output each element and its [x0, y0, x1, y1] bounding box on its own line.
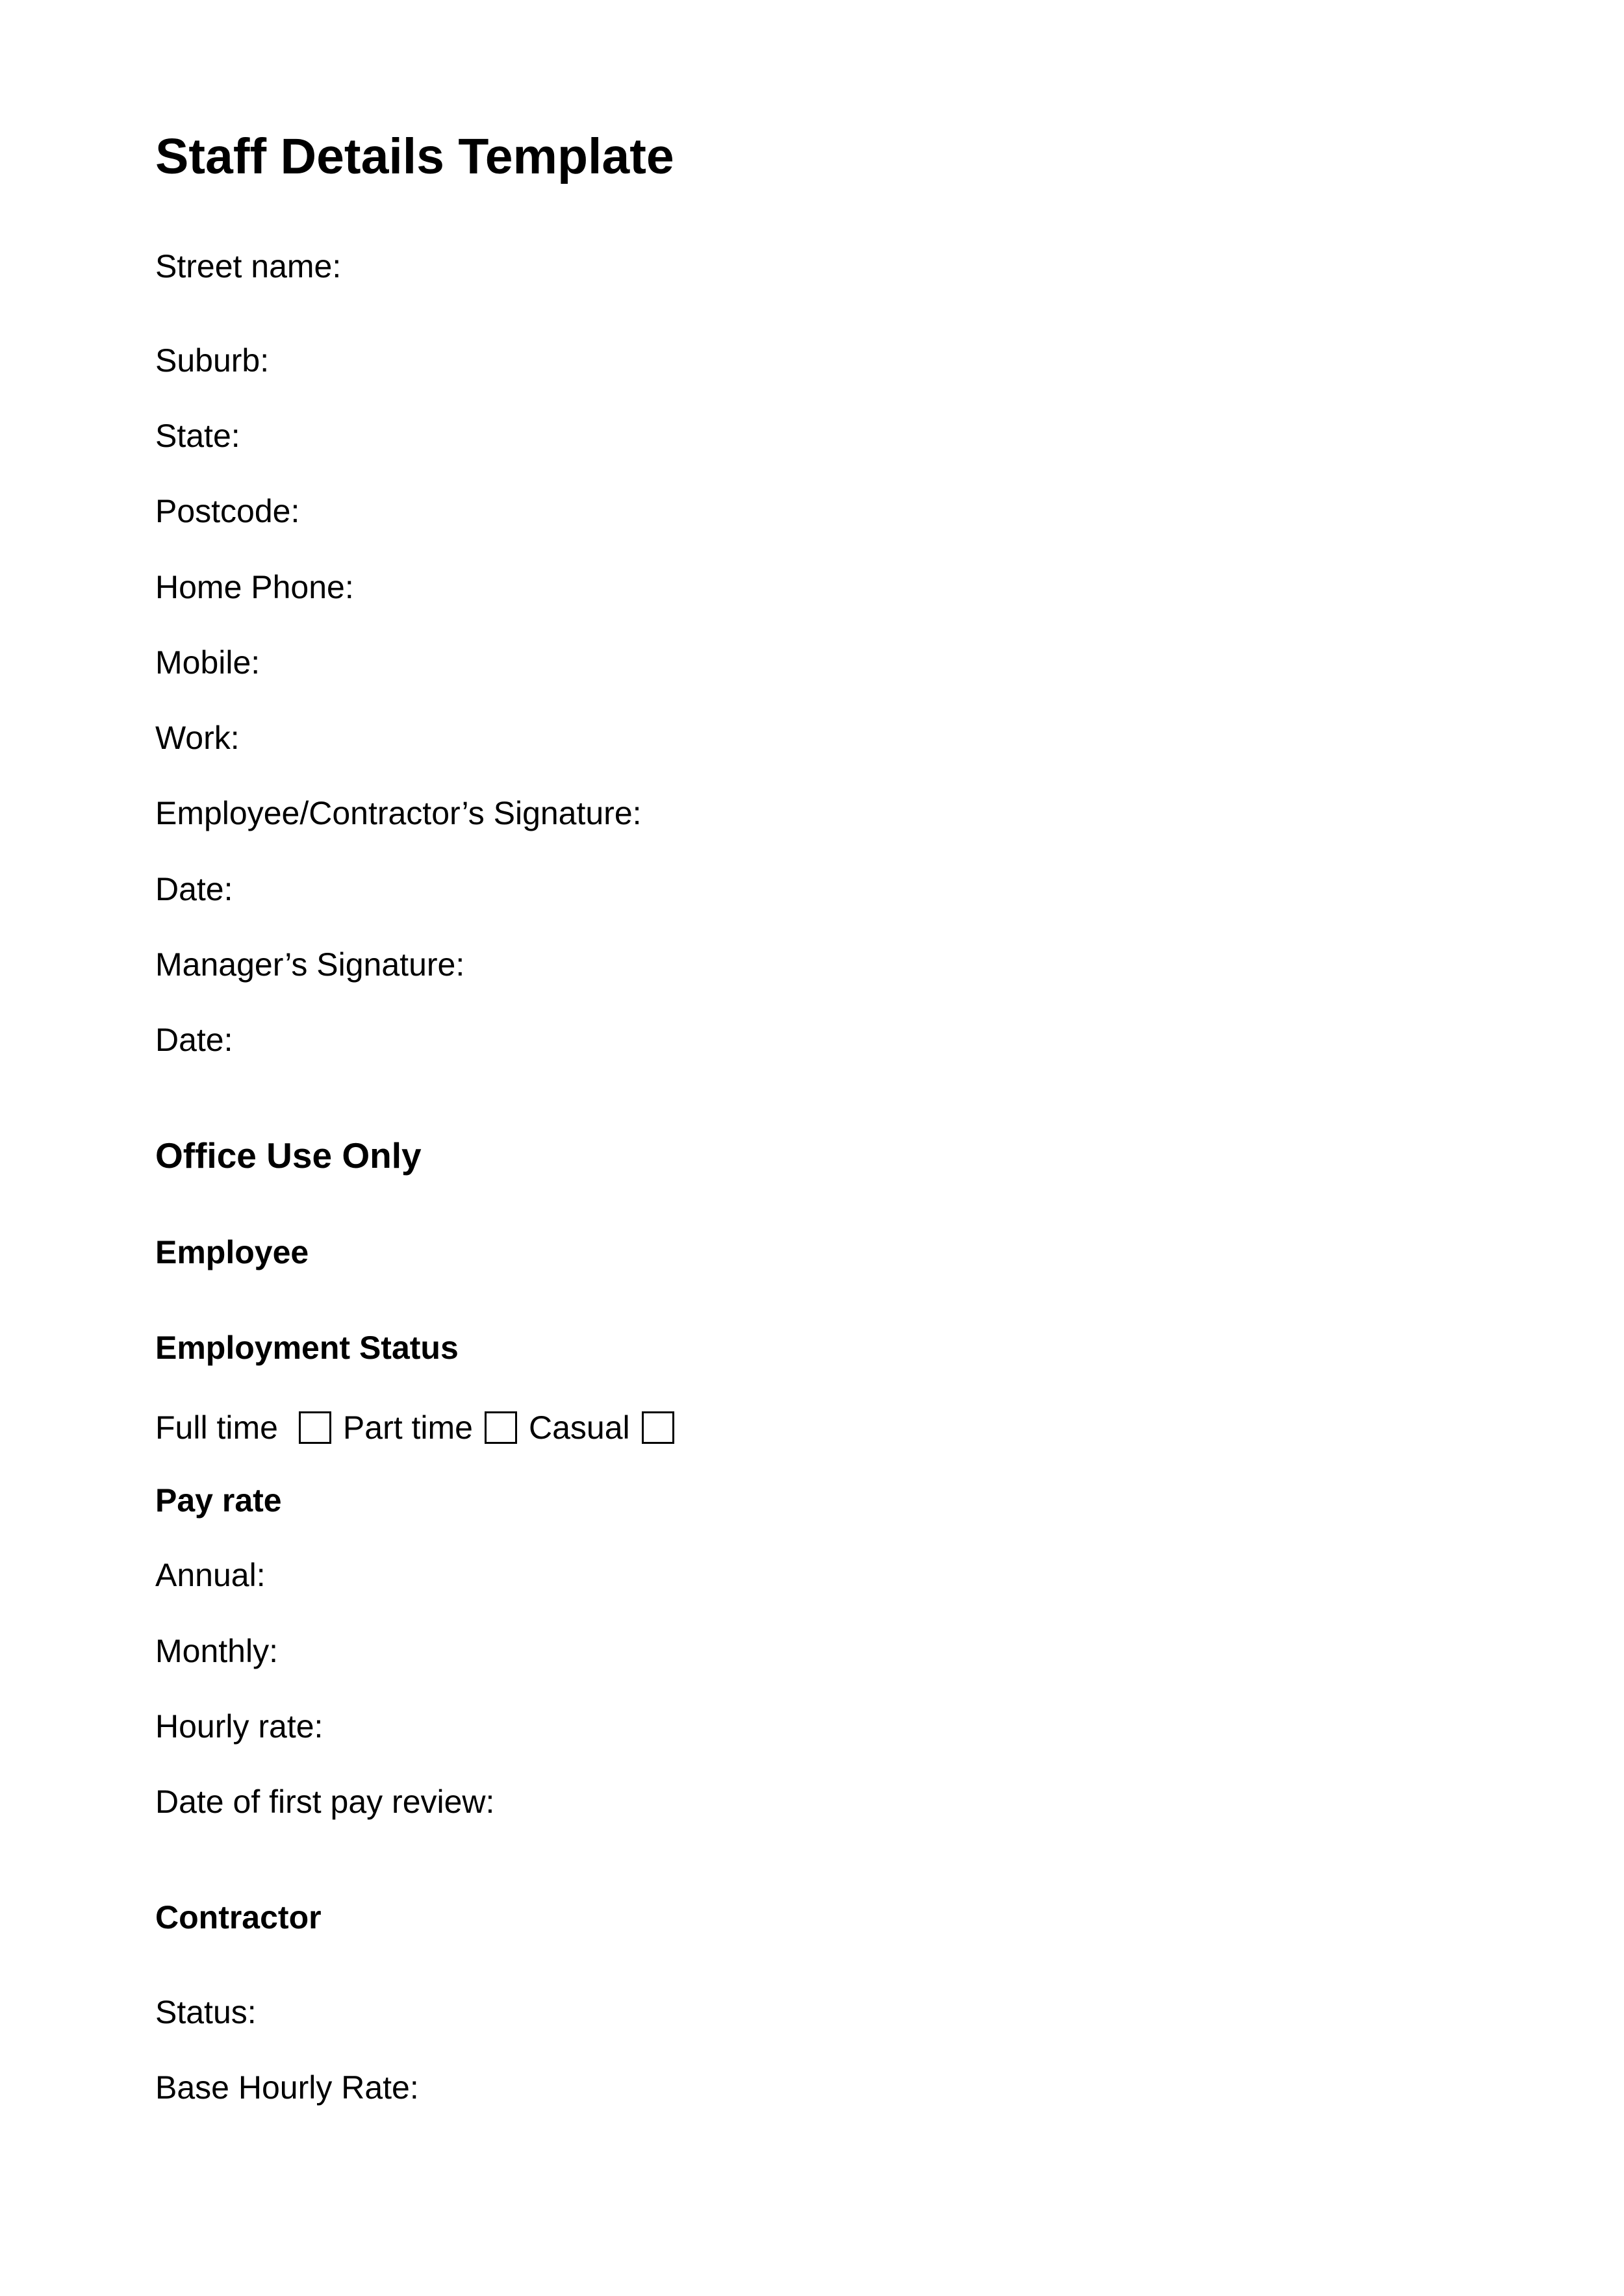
street-name-label: Street name: — [155, 248, 342, 284]
work-label: Work: — [155, 720, 240, 756]
contractor-heading: Contractor — [155, 1899, 322, 1936]
full-time-label: Full time — [155, 1409, 278, 1446]
full-time-checkbox[interactable] — [299, 1411, 331, 1444]
home-phone-label: Home Phone: — [155, 569, 354, 605]
page-title: Staff Details Template — [155, 129, 674, 184]
casual-checkbox[interactable] — [642, 1411, 674, 1444]
pay-rate-heading: Pay rate — [155, 1482, 282, 1519]
contractor-status-label: Status: — [155, 1994, 257, 2030]
employee-signature-label: Employee/Contractor’s Signature: — [155, 795, 642, 831]
employment-status-options — [155, 1408, 674, 1447]
state-label: State: — [155, 418, 240, 454]
postcode-label: Postcode: — [155, 493, 300, 529]
employment-status-heading: Employment Status — [155, 1330, 459, 1366]
manager-date-label: Date: — [155, 1022, 233, 1058]
casual-label: Casual — [528, 1409, 630, 1446]
mobile-label: Mobile: — [155, 644, 260, 681]
part-time-checkbox[interactable] — [485, 1411, 517, 1444]
annual-label: Annual: — [155, 1557, 266, 1593]
employee-date-label: Date: — [155, 871, 233, 907]
manager-signature-label: Manager’s Signature: — [155, 946, 465, 983]
monthly-label: Monthly: — [155, 1633, 278, 1669]
base-hourly-rate-label: Base Hourly Rate: — [155, 2069, 419, 2106]
first-pay-review-label: Date of first pay review: — [155, 1784, 495, 1820]
suburb-label: Suburb: — [155, 342, 270, 379]
hourly-rate-label: Hourly rate: — [155, 1708, 324, 1745]
employee-heading: Employee — [155, 1234, 309, 1270]
part-time-label: Part time — [342, 1409, 473, 1446]
office-use-heading: Office Use Only — [155, 1135, 422, 1176]
